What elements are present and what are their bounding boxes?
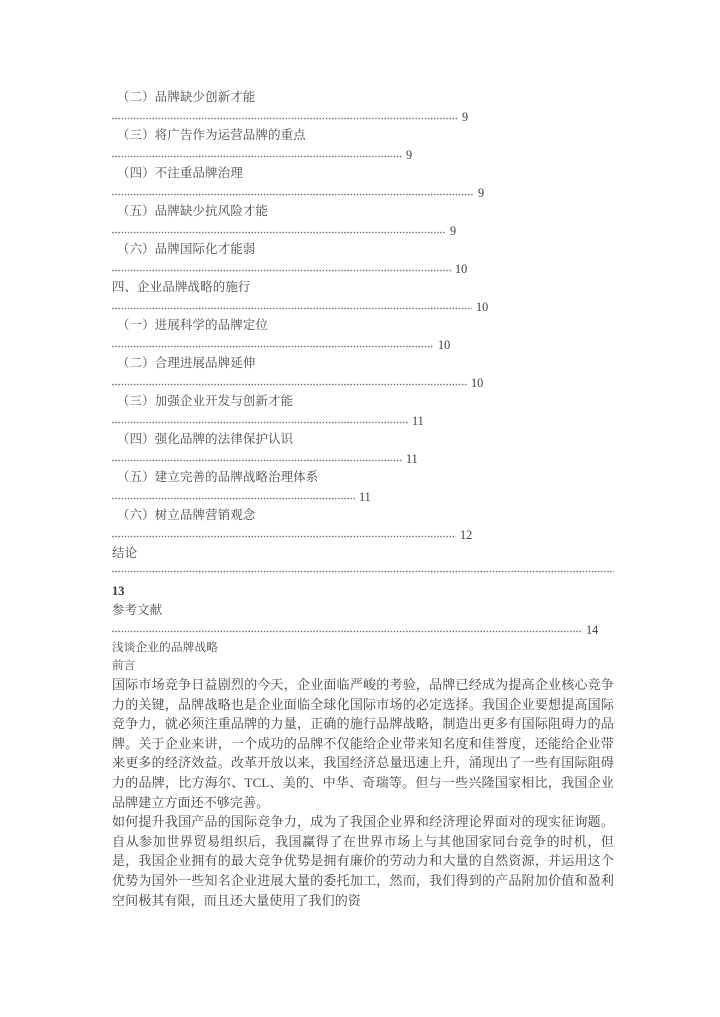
paper-title: 浅谈企业的品牌战略 [112,641,219,654]
dot-leader [112,149,402,160]
page-content [112,88,616,910]
toc-entry[interactable] [112,468,616,506]
dot-leader [112,529,456,540]
toc-entry[interactable] [112,88,616,126]
toc-leader-row [112,620,616,639]
toc-entry-title: （六）品牌国际化才能弱 [117,242,256,256]
toc-leader-row [112,373,616,392]
toc-page-number: 9 [478,185,485,200]
toc-entry[interactable] [112,202,616,240]
dot-leader [112,111,458,122]
toc-entry-title: （五）品牌缺少抗风险才能 [117,204,269,218]
toc-entry[interactable] [112,278,616,316]
toc-entry[interactable] [112,126,616,164]
toc-page-number: 10 [476,299,489,314]
toc-entry[interactable] [112,392,616,430]
toc-page-number: 10 [438,337,451,352]
toc-entry-title: （三）将广告作为运营品牌的重点 [117,128,306,142]
dot-leader [112,339,434,350]
toc-leader-row [112,259,616,278]
dot-leader [112,453,402,464]
toc-page-number: 11 [412,413,424,428]
dot-leader [112,563,614,574]
toc-entry-title: （三）加强企业开发与创新才能 [117,394,294,408]
toc-entry-title: （四）强化品牌的法律保护认识 [117,432,294,446]
conclusion-toc-entry[interactable] [112,544,616,601]
toc-page-number: 12 [460,527,473,542]
dot-leader [112,624,582,635]
body-paragraph: 如何提升我国产品的国际竞争力，成为了我国企业界和经济理论界面对的现实征询题。自从参加世界贸易组织后，我国赢得了在世界市场上与其他国家同台竞争的时机，但是，我国企业拥有的最大竞争优势是拥有廉价的劳动力和大量的自然资源，并运用这个优势为国外一些知名企业进展大量的委托加工，然而，我们得到的产品附加价值和盈利空间极其有限，而且还大量使用了我们的资 [112,814,614,908]
toc-leader-row [112,411,616,430]
toc-entry-title: 结论 [112,546,138,560]
dot-leader [112,187,474,198]
toc-entry[interactable] [112,240,616,278]
toc-entry-title: 参考文献 [112,603,163,617]
toc-entry-title: （六）树立品牌营销观念 [117,508,256,522]
toc-leader-row [112,563,616,582]
toc-leader-row [112,183,616,202]
toc-leader-row [112,487,616,506]
toc-entry-title: （五）建立完善的品牌战略治理体系 [117,470,319,484]
dot-leader [112,301,472,312]
toc-leader-row [112,449,616,468]
toc-leader-row [112,221,616,240]
toc-entry[interactable] [112,430,616,468]
dot-leader [112,491,355,502]
toc-page-number: 9 [462,109,469,124]
preface-label: 前言 [112,659,136,672]
toc-page-number: 14 [586,622,599,637]
toc-page-number: 9 [406,147,413,162]
table-of-contents [112,88,616,544]
toc-page-number: 11 [406,451,418,466]
body-paragraph: 国际市场竞争日益剧烈的今天，企业面临严峻的考验，品牌已经成为提高企业核心竞争力的关键，品牌战略也是企业面临全球化国际市场的必定选择。我国企业要想提高国际竞争力，就必须注重品牌的力量，正确的施行品牌战略，制造出更多有国际阻碍力的品牌。关于企业来讲，一个成功的品牌不仅能给企业带来知名度和佳誉度，还能给企业带来更多的经济效益。改革开放以来，我国经济总量迅速上升，涌现出了一些有国际阻碍力的品牌，比方海尔、TCL、美的、中华、奇瑞等。但与一些兴隆国家相比，我国企业品牌建立方面还不够完善。 [112,677,614,810]
toc-entry-title: 四、企业品牌战略的施行 [112,280,251,294]
toc-entry[interactable] [112,316,616,354]
toc-page-number: 11 [359,489,371,504]
toc-entry-title: （四）不注重品牌治理 [117,166,243,180]
toc-entry-title: （一）进展科学的品牌定位 [117,318,269,332]
dot-leader [112,225,446,236]
dot-leader [112,377,467,388]
toc-page-number: 10 [471,375,484,390]
toc-entry[interactable] [112,164,616,202]
dot-leader [112,263,451,274]
toc-entry[interactable] [112,506,616,544]
toc-leader-row [112,297,616,316]
toc-page-number: 13 [112,584,125,598]
references-toc-entry[interactable] [112,601,616,639]
toc-leader-row [112,335,616,354]
toc-page-number: 9 [450,223,457,238]
toc-page-number: 10 [455,261,468,276]
toc-leader-row [112,107,616,126]
toc-entry-title: （二）品牌缺少创新才能 [117,90,256,104]
dot-leader [112,415,408,426]
toc-leader-row [112,525,616,544]
toc-leader-row [112,145,616,164]
toc-entry[interactable] [112,354,616,392]
toc-entry-title: （二）合理进展品牌延伸 [117,356,256,370]
